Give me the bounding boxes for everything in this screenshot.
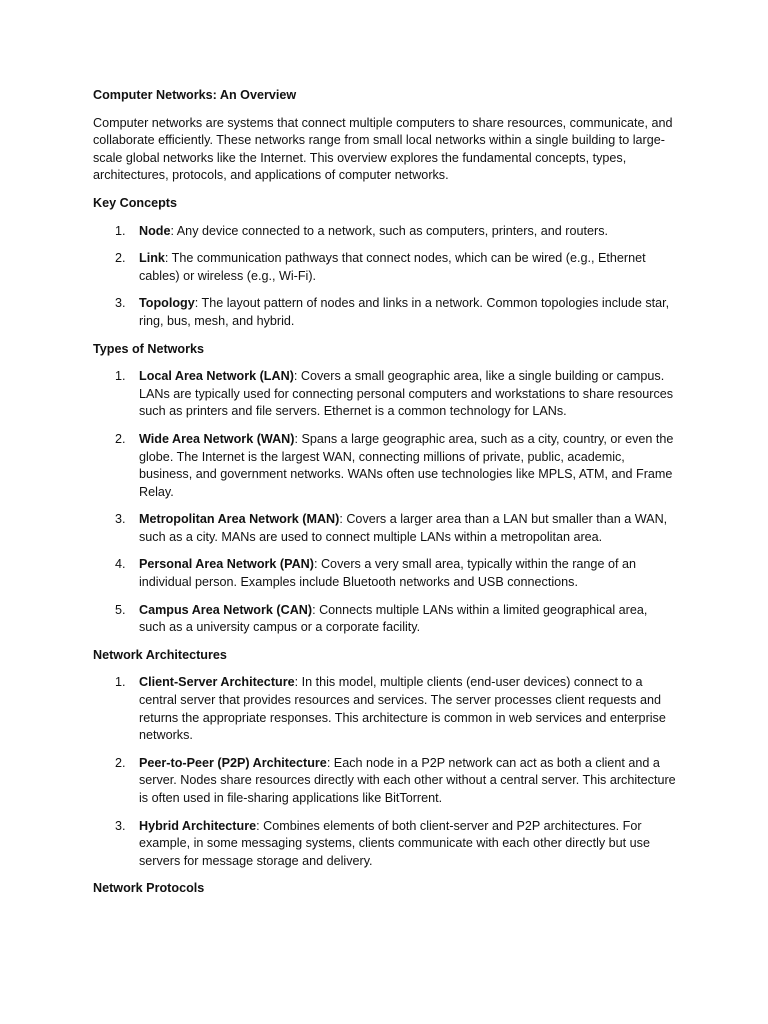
list-item-term: Hybrid Architecture	[139, 818, 257, 833]
numbered-list	[93, 223, 676, 331]
list-item	[93, 674, 676, 744]
list-item-number: 3.	[115, 818, 126, 833]
list-item-term: Campus Area Network (CAN)	[139, 602, 313, 617]
list-item-number: 1.	[115, 675, 126, 690]
list-item-term: Personal Area Network (PAN)	[139, 557, 314, 572]
list-item-number: 5.	[115, 602, 126, 617]
numbered-list	[93, 368, 676, 637]
sections-container	[93, 195, 676, 898]
list-item-term: Link	[139, 251, 165, 266]
list-item-number: 2.	[115, 431, 126, 446]
list-item-text: : Covers a very small area, typically within the range of an individual person. Examples include Bluetooth networks and USB connections.	[139, 557, 636, 590]
list-item-text: : The layout pattern of nodes and links in a network. Common topologies include star, ring, bus, mesh, and hybrid.	[139, 296, 670, 328]
list-item-text: : Connects multiple LANs within a limited geographical area, such as a university campus or a corporate facility.	[139, 602, 648, 635]
list-item-text: : Any device connected to a network, such as computers, printers, and routers.	[170, 223, 608, 238]
section-heading: Types of Networks	[93, 341, 205, 356]
list-item-text: : Spans a large geographic area, such as a city, country, or even the globe. The Internet is the largest WAN, connecting millions of private, public, academic, business, and government networks. WANs often use technologies like MPLS, ATM, and Frame Relay.	[139, 431, 674, 499]
section-heading: Key Concepts	[93, 195, 177, 210]
list-item-term: Topology	[139, 296, 195, 311]
list-item-number: 3.	[115, 512, 126, 527]
list-item	[93, 602, 676, 637]
list-item-number: 4.	[115, 557, 126, 572]
list-item-term: Client-Server Architecture	[139, 675, 295, 690]
list-item-text: : Each node in a P2P network can act as both a client and a server. Nodes share resources directly with each other without a central server. This architecture is often used in file-sharing applications like BitTorrent.	[139, 755, 676, 805]
list-item-term: Metropolitan Area Network (MAN)	[139, 512, 340, 527]
document-title: Computer Networks: An Overview	[93, 88, 297, 102]
list-item-number: 3.	[115, 296, 126, 311]
section-heading: Network Protocols	[93, 881, 205, 896]
list-item-number: 2.	[115, 755, 126, 770]
list-item-term: Local Area Network (LAN)	[139, 369, 294, 384]
list-item-text: : Covers a small geographic area, like a single building or campus. LANs are typically used for connecting personal computers and workstations to share resources such as printers and file servers. Ethernet is a common technology for LANs.	[139, 369, 674, 419]
list-item	[93, 368, 676, 421]
list-item-number: 1.	[115, 223, 126, 238]
list-item	[93, 250, 676, 285]
list-item	[93, 511, 676, 546]
list-item	[93, 431, 676, 501]
list-item	[93, 556, 676, 591]
list-item	[93, 818, 676, 871]
intro-paragraph: Computer networks are systems that connect multiple computers to share resources, communicate, and collaborate efficiently. These networks range from small local networks within a single building to large-scale global networks like the Internet. This overview explores the fundamental concepts, types, architectures, protocols, and applications of computer networks.	[93, 115, 673, 183]
list-item-text: : The communication pathways that connect nodes, which can be wired (e.g., Ethernet cables) or wireless (e.g., Wi-Fi).	[139, 251, 646, 283]
list-item	[93, 295, 676, 330]
numbered-list	[93, 674, 676, 870]
list-item-number: 1.	[115, 369, 126, 384]
list-item-text: : Covers a larger area than a LAN but smaller than a WAN, such as a city. MANs are used to connect multiple LANs within a metropolitan area.	[139, 512, 668, 544]
list-item	[93, 755, 676, 808]
list-item-text: : Combines elements of both client-server and P2P architectures. For example, in some messaging systems, clients communicate with each other directly but use servers for message storage and delivery.	[139, 818, 650, 868]
list-item-term: Peer-to-Peer (P2P) Architecture	[139, 755, 327, 770]
section-heading: Network Architectures	[93, 647, 227, 662]
list-item	[93, 223, 676, 241]
list-item-number: 2.	[115, 251, 126, 266]
list-item-text: : In this model, multiple clients (end-user devices) connect to a central server that provides resources and services. The server processes client requests and returns the appropriate responses. This architecture is common in web services and enterprise networks.	[139, 675, 666, 743]
list-item-term: Wide Area Network (WAN)	[139, 431, 295, 446]
list-item-term: Node	[139, 223, 171, 238]
